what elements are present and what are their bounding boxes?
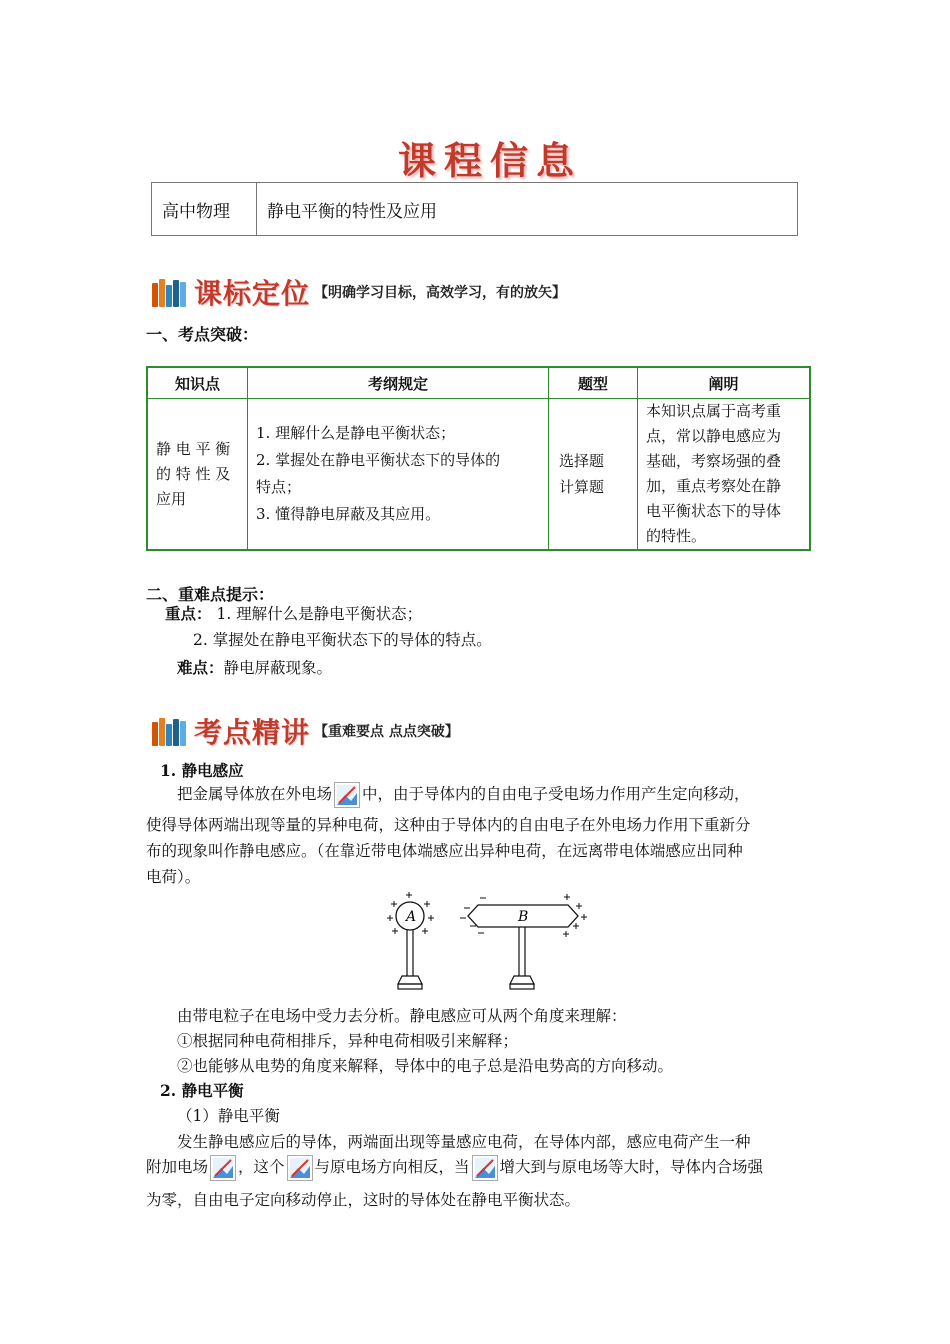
key-text-1: 1. 理解什么是静电平衡状态； [216, 605, 423, 623]
requirement-line: 1. 理解什么是静电平衡状态； [256, 424, 456, 442]
requirement-line: 特点； [256, 478, 302, 496]
requirements-cell [248, 399, 549, 551]
note-line: 点，常以静电感应为 [646, 427, 782, 445]
subsection-equilibrium-sub: （1）静电平衡 [177, 1107, 280, 1125]
notes-cell [638, 399, 811, 551]
note-line: 的特性。 [646, 527, 707, 545]
hard-point [177, 654, 332, 683]
hard-label: 难点： [177, 659, 224, 677]
text-fragment: 增大到与原电场等大时，导体内合场强 [499, 1158, 764, 1176]
text-fragment: 附加电场 [146, 1158, 209, 1176]
question-type-line: 选择题 [559, 452, 605, 470]
paragraph-line: 发生静电感应后的导体，两端面出现等量感应电荷，在导体内部，感应电荷产生一种 [177, 1133, 751, 1151]
key-point-2: 2. 掌握处在静电平衡状态下的导体的特点。 [193, 631, 492, 649]
text-fragment: ，这个 [238, 1158, 285, 1176]
exam-points-table [146, 366, 811, 551]
conductor-a [387, 892, 434, 989]
paragraph-line: 电荷）。 [146, 868, 201, 886]
banner-subtitle: 【重难要点 点点突破】 [314, 724, 459, 740]
text-fragment: 与原电场方向相反，当 [314, 1158, 470, 1176]
header-requirements: 考纲规定 [248, 367, 549, 399]
knowledge-line: 静 电 平 衡 [156, 439, 231, 458]
label-a: A [406, 909, 417, 925]
image-placeholder-icon [334, 782, 360, 808]
paragraph-line [177, 780, 750, 809]
course-info-table [151, 182, 798, 236]
paragraph-line: 为零，自由电子定向移动停止，这时的导体处在静电平衡状态。 [146, 1191, 581, 1209]
image-placeholder-icon [210, 1155, 236, 1181]
question-type-cell [549, 399, 638, 551]
requirement-line: 2. 掌握处在静电平衡状态下的导体的 [256, 451, 501, 469]
knowledge-line: 应用 [156, 489, 187, 508]
header-question-type: 题型 [549, 367, 638, 399]
header-notes: 阐明 [638, 367, 811, 399]
topic-cell: 静电平衡的特性及应用 [257, 183, 798, 236]
knowledge-line: 的 特 性 及 [156, 464, 231, 483]
banner-title: 课标定位 [194, 277, 311, 310]
image-placeholder-icon [472, 1155, 498, 1181]
heading-exam-points: 一、考点突破： [146, 325, 259, 344]
label-b: B [518, 909, 529, 925]
note-line: 电平衡状态下的导体 [646, 502, 782, 520]
question-type-line: 计算题 [559, 478, 605, 496]
requirement-line: 3. 懂得静电屏蔽及其应用。 [256, 505, 441, 523]
heading-key-points: 二、重难点提示： [146, 585, 275, 604]
knowledge-cell [147, 399, 248, 551]
key-point-1 [165, 600, 422, 629]
paragraph-line: 使得导体两端出现等量的异种电荷，这种由于导体内的自由电子在外电场力作用下重新分 [146, 816, 751, 834]
section-banner-lecture [152, 713, 459, 749]
note-line: 基础，考察场强的叠 [646, 452, 782, 470]
banner-subtitle: 【明确学习目标，高效学习，有的放矢】 [314, 285, 567, 301]
note-line: 加，重点考察处在静 [646, 477, 782, 495]
text-fragment: 把金属导体放在外电场 [177, 785, 333, 803]
paragraph-line [146, 1153, 763, 1182]
subject-cell: 高中物理 [152, 183, 257, 236]
subsection-induction: 1. 静电感应 [160, 761, 244, 780]
text-fragment: 中，由于导体内的自由电子受电场力作用产生定向移动， [362, 785, 750, 803]
books-icon [152, 716, 188, 746]
header-knowledge: 知识点 [147, 367, 248, 399]
page-title: 课程信息 [398, 139, 583, 183]
conductor-b [460, 894, 587, 989]
subsection-equilibrium: 2. 静电平衡 [160, 1081, 244, 1100]
books-icon [152, 277, 188, 307]
section-banner-curriculum [152, 274, 566, 310]
banner-title: 考点精讲 [194, 716, 311, 749]
hard-text: 静电屏蔽现象。 [223, 659, 333, 677]
paragraph-line: ①根据同种电荷相排斥，异种电荷相吸引来解释； [177, 1032, 519, 1050]
image-placeholder-icon [287, 1155, 313, 1181]
note-line: 本知识点属于高考重 [646, 402, 782, 420]
key-label: 重点： [165, 605, 212, 623]
paragraph-line: 由带电粒子在电场中受力去分析。静电感应可从两个角度来理解： [177, 1007, 627, 1025]
paragraph-line: 布的现象叫作静电感应。（在靠近带电体端感应出异种电荷，在远离带电体端感应出同种 [146, 842, 743, 860]
paragraph-line: ②也能够从电势的角度来解释，导体中的电子总是沿电势高的方向移动。 [177, 1057, 674, 1075]
electrostatic-induction-figure [380, 888, 600, 1000]
